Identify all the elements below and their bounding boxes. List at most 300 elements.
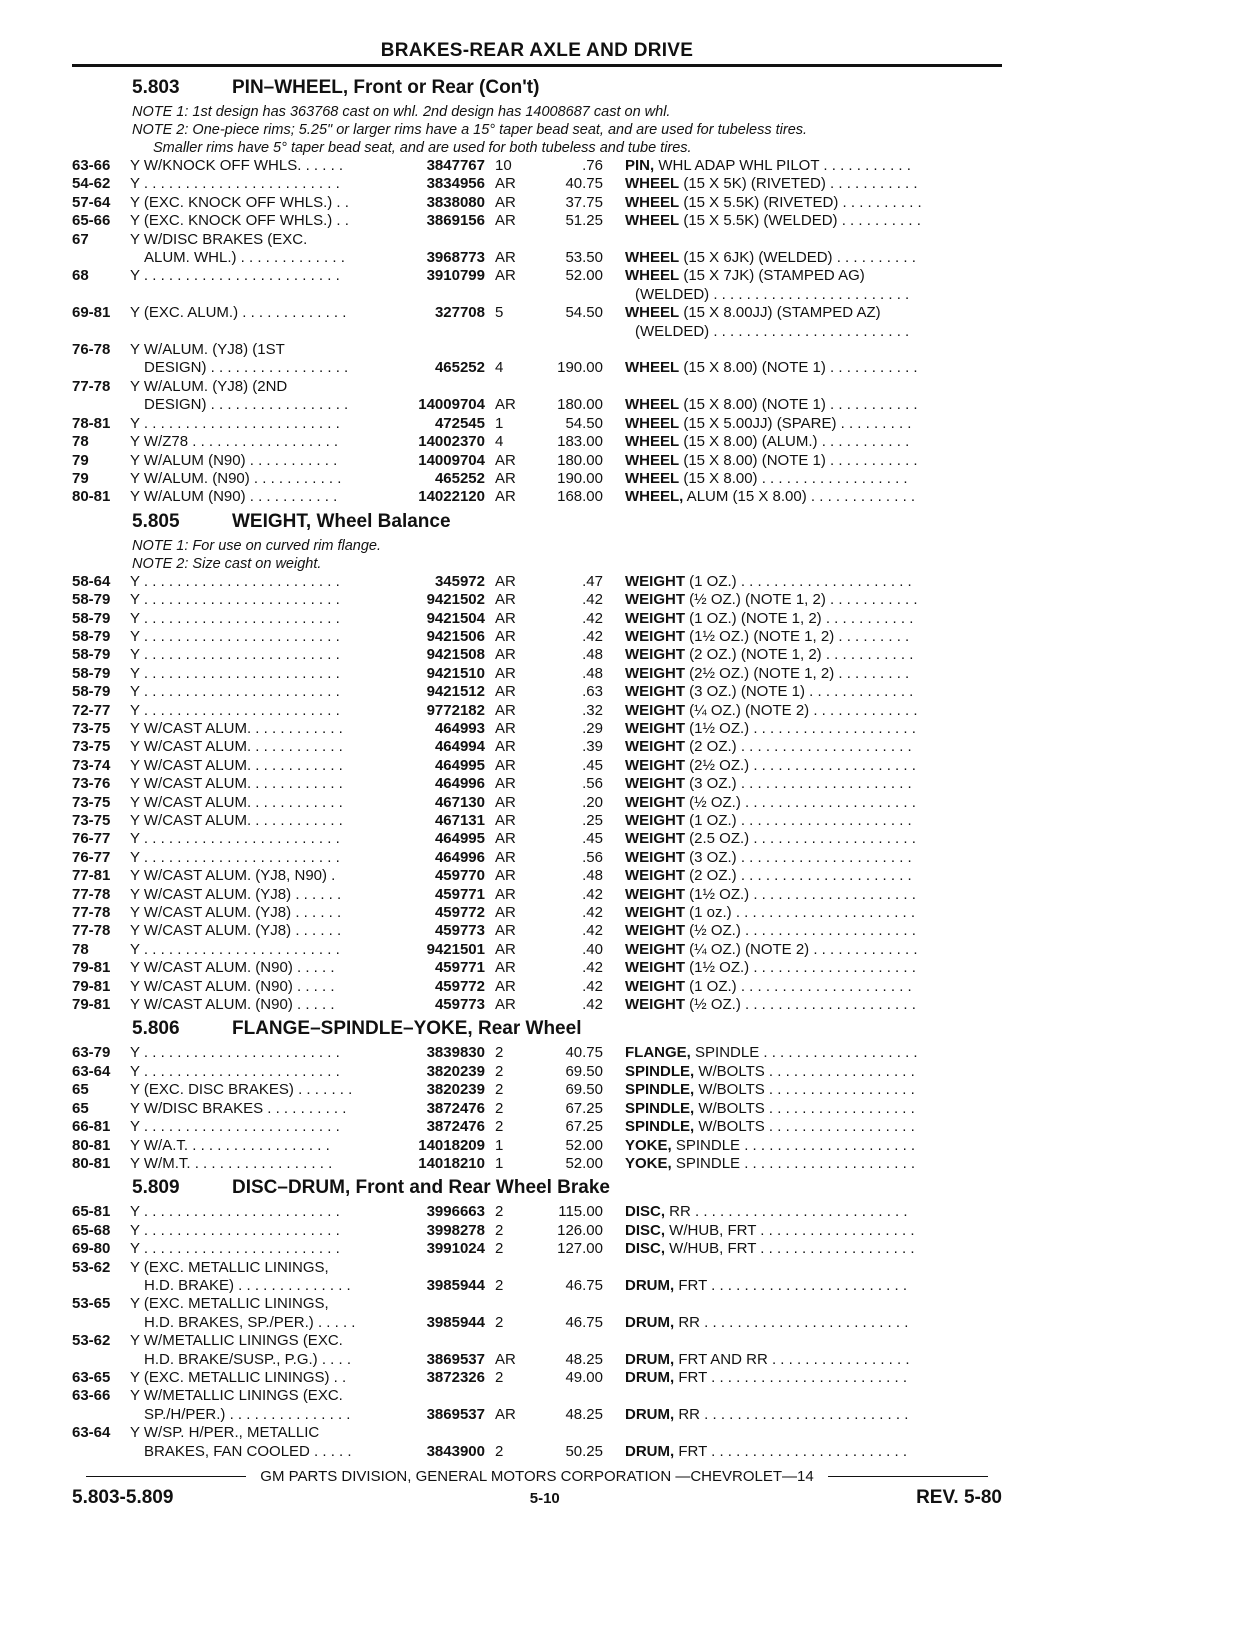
- price-value: .56: [582, 848, 603, 866]
- year-range: 63-79: [72, 1044, 111, 1062]
- section-title: [72, 73, 1002, 103]
- quantity: [485, 646, 535, 664]
- description-line: Y . . . . . . . . . . . . . . . . . . . . . . . .: [130, 683, 340, 701]
- item-line: WEIGHT (2½ OZ.) . . . . . . . . . . . . . . . . . . . .: [625, 756, 916, 774]
- price: [535, 1081, 603, 1099]
- item-line: WEIGHT (½ OZ.) (NOTE 1, 2) . . . . . . . . . . .: [625, 591, 918, 609]
- quantity: [485, 959, 535, 977]
- year-range: 73-75: [72, 719, 111, 737]
- footer-publisher: GM PARTS DIVISION, GENERAL MOTORS CORPORATION —CHEVROLET—14: [260, 1468, 814, 1485]
- part-number-value: 14018210: [418, 1154, 485, 1172]
- application-description: [130, 1387, 395, 1424]
- quantity-value: 2: [495, 1081, 504, 1099]
- quantity: [485, 1100, 535, 1118]
- year-range: 79-81: [72, 959, 111, 977]
- part-number: [395, 1118, 485, 1136]
- year-range: 63-64: [72, 1062, 111, 1080]
- year-range: 53-65: [72, 1295, 111, 1313]
- part-number-value: 3820239: [426, 1081, 485, 1099]
- quantity: [485, 1081, 535, 1099]
- price-value: .42: [582, 996, 603, 1014]
- part-number: [395, 849, 485, 867]
- year-range: 76-77: [72, 848, 111, 866]
- part-number-value: 465252: [434, 469, 485, 487]
- quantity-value: AR: [495, 469, 516, 487]
- year-range: 79: [72, 451, 89, 469]
- application-description: [130, 1044, 395, 1062]
- description-line: Y W/METALLIC LININGS (EXC.: [130, 1332, 343, 1350]
- item-line: [625, 378, 967, 396]
- quantity-value: 10: [495, 157, 512, 174]
- application-description: [130, 702, 395, 720]
- price-value: 40.75: [565, 1044, 603, 1062]
- price-value: .45: [582, 830, 603, 848]
- quantity-value: AR: [495, 756, 516, 774]
- description-line: Y W/ALUM (N90) . . . . . . . . . . .: [130, 451, 338, 469]
- item-line: (WELDED) . . . . . . . . . . . . . . . . . . . . . . . .: [635, 322, 910, 340]
- table-row: [72, 830, 1002, 848]
- item-name: [603, 452, 967, 470]
- price: [535, 1155, 603, 1173]
- part-number: [395, 212, 485, 230]
- description-line: Y W/CAST ALUM. . . . . . . . . . . .: [130, 719, 343, 737]
- table-row: [72, 1222, 1002, 1240]
- description-line: Y . . . . . . . . . . . . . . . . . . . . . . . .: [130, 414, 340, 432]
- year-range: 73-75: [72, 812, 111, 829]
- description-line: Y . . . . . . . . . . . . . . . . . . . . . . . .: [130, 267, 340, 285]
- application-description: [130, 231, 395, 268]
- application-description: [130, 267, 395, 285]
- item-line: WHEEL (15 X 5.5K) (WELDED) . . . . . . . . . .: [625, 212, 921, 230]
- table-row: [72, 573, 1002, 591]
- price-value: 52.00: [565, 267, 603, 285]
- description-line: Y . . . . . . . . . . . . . . . . . . . . . . . .: [130, 1221, 340, 1239]
- quantity-value: 1: [495, 1136, 504, 1154]
- description-line: Y W/CAST ALUM. (YJ8) . . . . . .: [130, 885, 342, 903]
- price-value: 126.00: [557, 1221, 603, 1239]
- year-range: 79: [72, 469, 89, 487]
- item-line: WHEEL (15 X 8.00JJ) (STAMPED AZ): [625, 304, 881, 322]
- part-number-value: 3910799: [426, 267, 485, 285]
- quantity: [485, 1063, 535, 1081]
- item-line: WHEEL (15 X 8.00) (NOTE 1) . . . . . . . . . . .: [625, 396, 918, 414]
- price: [535, 1259, 603, 1296]
- price-value: 180.00: [557, 451, 603, 469]
- item-line: YOKE, SPINDLE . . . . . . . . . . . . . . . . . . . . .: [625, 1154, 916, 1172]
- year-range: 58-64: [72, 572, 111, 590]
- item-name: [603, 1369, 967, 1387]
- part-number-value: 459771: [434, 959, 485, 977]
- description-line: Y . . . . . . . . . . . . . . . . . . . . . . . .: [130, 627, 340, 645]
- table-row: [72, 628, 1002, 646]
- part-number: [395, 157, 485, 175]
- part-number-value: 464993: [434, 719, 485, 737]
- part-number: [395, 628, 485, 646]
- price: [535, 812, 603, 830]
- quantity: [485, 1259, 535, 1296]
- quantity: [485, 849, 535, 867]
- price: [535, 1100, 603, 1118]
- quantity: [485, 867, 535, 885]
- part-number: [395, 978, 485, 996]
- quantity: [485, 1118, 535, 1136]
- application-description: [130, 1063, 395, 1081]
- price-value: .45: [582, 756, 603, 774]
- part-number-value: 3869537: [426, 1405, 485, 1423]
- quantity-value: AR: [495, 996, 516, 1014]
- part-number: [395, 646, 485, 664]
- application-description: [130, 1081, 395, 1099]
- footer-section-range: 5.803-5.809: [72, 1487, 174, 1508]
- description-line: Y . . . . . . . . . . . . . . . . . . . . . . . .: [130, 848, 340, 866]
- application-description: [130, 1424, 395, 1461]
- price: [535, 646, 603, 664]
- item-name: [603, 1332, 967, 1369]
- price-value: .48: [582, 867, 603, 885]
- part-number: [395, 886, 485, 904]
- part-number: [395, 1369, 485, 1387]
- application-description: [130, 1118, 395, 1136]
- part-number: [395, 683, 485, 701]
- quantity-value: 2: [495, 1099, 504, 1117]
- price-value: .48: [582, 664, 603, 682]
- part-number-value: 14018209: [418, 1136, 485, 1154]
- item-name: [603, 849, 967, 867]
- price-value: .42: [582, 609, 603, 627]
- item-name: [603, 738, 967, 756]
- item-line: WEIGHT (½ OZ.) . . . . . . . . . . . . . . . . . . . . .: [625, 922, 916, 940]
- part-number-value: 464995: [434, 830, 485, 848]
- price: [535, 267, 603, 285]
- description-line: Y W/METALLIC LININGS (EXC.: [130, 1387, 343, 1405]
- table-row: [72, 610, 1002, 628]
- price: [535, 1044, 603, 1062]
- part-number: [395, 415, 485, 433]
- part-number-value: 3838080: [426, 193, 485, 211]
- price-value: 190.00: [557, 359, 603, 377]
- year-range: 67: [72, 230, 89, 248]
- quantity: [485, 194, 535, 212]
- item-line: DISC, W/HUB, FRT . . . . . . . . . . . . . . . . . . .: [625, 1221, 915, 1239]
- sections-container: [72, 73, 1002, 1461]
- part-number-value: 465252: [434, 359, 485, 377]
- part-number-value: 9421506: [426, 627, 485, 645]
- description-line: Y . . . . . . . . . . . . . . . . . . . . . . . .: [130, 1118, 340, 1136]
- quantity-value: AR: [495, 738, 516, 756]
- application-description: [130, 757, 395, 775]
- item-name: [603, 1240, 967, 1258]
- quantity: [485, 610, 535, 628]
- section-note: Smaller rims have 5° taper bead seat, and are used for both tubeless and tube tires.: [153, 140, 692, 156]
- description-line: BRAKES, FAN COOLED . . . . .: [144, 1442, 352, 1460]
- section-heading: WEIGHT, Wheel Balance: [232, 510, 451, 532]
- price-value: .63: [582, 683, 603, 701]
- item-line: WHEEL (15 X 8.00) (NOTE 1) . . . . . . . . . . .: [625, 359, 918, 377]
- part-number: [395, 757, 485, 775]
- price: [535, 683, 603, 701]
- section-heading: FLANGE–SPINDLE–YOKE, Rear Wheel: [232, 1018, 582, 1040]
- table-row: [72, 1155, 1002, 1173]
- description-line: Y W/CAST ALUM. . . . . . . . . . . .: [130, 738, 343, 756]
- quantity-value: AR: [495, 249, 516, 267]
- part-number-value: 3820239: [426, 1062, 485, 1080]
- part-number: [395, 702, 485, 720]
- table-row: [72, 470, 1002, 488]
- item-line: DRUM, FRT . . . . . . . . . . . . . . . . . . . . . . . .: [625, 1276, 907, 1294]
- part-number-value: 3985944: [426, 1313, 485, 1331]
- table-row: [72, 996, 1002, 1014]
- part-number-value: 3872476: [426, 1099, 485, 1117]
- item-name: [603, 1044, 967, 1062]
- item-name: [603, 665, 967, 683]
- year-range: 80-81: [72, 488, 111, 506]
- description-line: Y W/CAST ALUM. (N90) . . . . .: [130, 996, 335, 1014]
- item-name: [603, 610, 967, 628]
- quantity: [485, 1295, 535, 1332]
- year-range: 78-81: [72, 414, 111, 432]
- item-line: WHEEL (15 X 5.5K) (RIVETED) . . . . . . . . . .: [625, 193, 922, 211]
- application-description: [130, 867, 395, 885]
- table-row: [72, 433, 1002, 451]
- price: [535, 628, 603, 646]
- description-line: Y . . . . . . . . . . . . . . . . . . . . . . . .: [130, 664, 340, 682]
- quantity: [485, 304, 535, 322]
- price-value: 67.25: [565, 1118, 603, 1136]
- part-number-value: 3996663: [426, 1203, 485, 1221]
- quantity: [485, 922, 535, 940]
- item-line: WEIGHT (1 OZ.) . . . . . . . . . . . . . . . . . . . . .: [625, 977, 912, 995]
- year-range: 57-64: [72, 193, 111, 211]
- table-row: [72, 1369, 1002, 1387]
- item-line: WEIGHT (3 OZ.) . . . . . . . . . . . . . . . . . . . . .: [625, 775, 912, 793]
- description-line: Y W/CAST ALUM. (YJ8, N90) .: [130, 867, 336, 885]
- quantity: [485, 628, 535, 646]
- application-description: [130, 720, 395, 738]
- item-line: FLANGE, SPINDLE . . . . . . . . . . . . . . . . . . .: [625, 1044, 918, 1062]
- price-value: 180.00: [557, 396, 603, 414]
- application-description: [130, 452, 395, 470]
- price: [535, 341, 603, 378]
- quantity-value: 1: [495, 1154, 504, 1172]
- item-line: [625, 1295, 967, 1313]
- part-number: [395, 488, 485, 506]
- quantity: [485, 573, 535, 591]
- quantity: [485, 738, 535, 756]
- part-number-value: 464996: [434, 775, 485, 793]
- item-name: [603, 194, 967, 212]
- quantity: [485, 157, 535, 175]
- price-value: .56: [582, 775, 603, 793]
- quantity: [485, 1137, 535, 1155]
- item-name: [603, 1063, 967, 1081]
- part-number: [395, 959, 485, 977]
- price-value: 49.00: [565, 1368, 603, 1386]
- price-value: .39: [582, 738, 603, 756]
- part-number-value: 459773: [434, 996, 485, 1014]
- application-description: [130, 849, 395, 867]
- description-line: DESIGN) . . . . . . . . . . . . . . . . .: [144, 359, 349, 377]
- price: [535, 452, 603, 470]
- item-name: [603, 591, 967, 609]
- item-line: WEIGHT (2.5 OZ.) . . . . . . . . . . . . . . . . . . . .: [625, 830, 916, 848]
- quantity: [485, 1044, 535, 1062]
- quantity-value: AR: [495, 812, 516, 829]
- section-5-806: [72, 1014, 1002, 1173]
- section-heading: DISC–DRUM, Front and Rear Wheel Brake: [232, 1177, 610, 1199]
- price: [535, 194, 603, 212]
- application-description: [130, 488, 395, 506]
- item-line: WHEEL (15 X 8.00) (ALUM.) . . . . . . . . . . .: [625, 433, 910, 451]
- quantity-value: AR: [495, 830, 516, 848]
- part-number: [395, 830, 485, 848]
- price: [535, 470, 603, 488]
- year-range: 65-66: [72, 212, 111, 230]
- price: [535, 415, 603, 433]
- part-number: [395, 378, 485, 415]
- part-number-value: 3985944: [426, 1276, 485, 1294]
- price: [535, 1063, 603, 1081]
- quantity-value: AR: [495, 904, 516, 922]
- table-row: [72, 812, 1002, 830]
- section-5-803: [72, 73, 1002, 507]
- application-description: [130, 794, 395, 812]
- item-line: YOKE, SPINDLE . . . . . . . . . . . . . . . . . . . . .: [625, 1136, 916, 1154]
- item-line: WEIGHT (½ OZ.) . . . . . . . . . . . . . . . . . . . . .: [625, 793, 916, 811]
- description-line: Y W/CAST ALUM. (N90) . . . . .: [130, 959, 335, 977]
- quantity: [485, 1332, 535, 1369]
- quantity-value: AR: [495, 683, 516, 701]
- price-value: 54.50: [565, 414, 603, 432]
- description-line: H.D. BRAKES, SP./PER.) . . . . .: [144, 1313, 356, 1331]
- description-line: Y . . . . . . . . . . . . . . . . . . . . . . . .: [130, 572, 340, 590]
- description-line: Y . . . . . . . . . . . . . . . . . . . . . . . .: [130, 646, 340, 664]
- year-range: 73-75: [72, 793, 111, 811]
- application-description: [130, 157, 395, 175]
- item-line: WEIGHT (3 OZ.) (NOTE 1) . . . . . . . . . . . . .: [625, 683, 914, 701]
- table-row: [72, 702, 1002, 720]
- table-row: [72, 488, 1002, 506]
- description-line: Y W/CAST ALUM. (YJ8) . . . . . .: [130, 922, 342, 940]
- quantity-value: 2: [495, 1118, 504, 1136]
- quantity-value: 2: [495, 1203, 504, 1221]
- application-description: [130, 433, 395, 451]
- section-title: [72, 507, 1002, 537]
- quantity-value: AR: [495, 175, 516, 193]
- price-value: .42: [582, 922, 603, 940]
- part-number: [395, 665, 485, 683]
- item-line: WHEEL (15 X 5.00JJ) (SPARE) . . . . . . . . .: [625, 414, 912, 432]
- item-line: WHEEL (15 X 7JK) (STAMPED AG): [625, 267, 865, 285]
- part-number-value: 459773: [434, 922, 485, 940]
- page-footer: [72, 1468, 1002, 1509]
- part-number-value: 9421504: [426, 609, 485, 627]
- item-line: WEIGHT (2 OZ.) . . . . . . . . . . . . . . . . . . . . .: [625, 867, 912, 885]
- item-name: [603, 212, 967, 230]
- table-row: [72, 194, 1002, 212]
- item-name: [603, 1222, 967, 1240]
- description-line: Y (EXC. METALLIC LININGS,: [130, 1258, 329, 1276]
- item-name: [603, 267, 967, 304]
- price: [535, 720, 603, 738]
- year-range: 77-78: [72, 904, 111, 922]
- quantity-value: 1: [495, 414, 504, 432]
- price: [535, 830, 603, 848]
- year-range: 77-78: [72, 377, 111, 395]
- footer-rule-left: [86, 1476, 246, 1477]
- price-value: 50.25: [565, 1442, 603, 1460]
- part-number: [395, 304, 485, 322]
- price: [535, 996, 603, 1014]
- description-line: Y W/M.T. . . . . . . . . . . . . . . . . .: [130, 1154, 333, 1172]
- part-number: [395, 591, 485, 609]
- item-name: [603, 775, 967, 793]
- application-description: [130, 415, 395, 433]
- quantity: [485, 775, 535, 793]
- description-line: Y . . . . . . . . . . . . . . . . . . . . . . . .: [130, 1240, 340, 1258]
- item-name: [603, 573, 967, 591]
- item-line: [625, 1424, 967, 1442]
- application-description: [130, 738, 395, 756]
- footer-publisher-line: [72, 1468, 1002, 1485]
- quantity-value: AR: [495, 627, 516, 645]
- parts-table: [72, 157, 1002, 507]
- year-range: 76-77: [72, 830, 111, 848]
- application-description: [130, 775, 395, 793]
- item-name: [603, 470, 967, 488]
- description-line: Y (EXC. METALLIC LININGS,: [130, 1295, 329, 1313]
- price-value: .76: [582, 157, 603, 174]
- part-number: [395, 794, 485, 812]
- table-row: [72, 1081, 1002, 1099]
- part-number: [395, 1137, 485, 1155]
- quantity: [485, 175, 535, 193]
- item-line: WEIGHT (1½ OZ.) . . . . . . . . . . . . . . . . . . . .: [625, 959, 916, 977]
- description-line: H.D. BRAKE/SUSP., P.G.) . . . .: [144, 1350, 352, 1368]
- item-name: [603, 702, 967, 720]
- application-description: [130, 573, 395, 591]
- quantity-value: AR: [495, 885, 516, 903]
- item-name: [603, 646, 967, 664]
- application-description: [130, 175, 395, 193]
- table-row: [72, 341, 1002, 378]
- price-value: .20: [582, 793, 603, 811]
- item-line: DRUM, FRT . . . . . . . . . . . . . . . . . . . . . . . .: [625, 1368, 907, 1386]
- price: [535, 1387, 603, 1424]
- table-row: [72, 1387, 1002, 1424]
- description-line: Y W/A.T. . . . . . . . . . . . . . . . . .: [130, 1136, 330, 1154]
- part-number: [395, 1203, 485, 1221]
- item-name: [603, 757, 967, 775]
- quantity-value: AR: [495, 451, 516, 469]
- year-range: 68: [72, 267, 89, 285]
- application-description: [130, 996, 395, 1014]
- price-value: 46.75: [565, 1313, 603, 1331]
- quantity-value: AR: [495, 591, 516, 609]
- price: [535, 1240, 603, 1258]
- item-name: [603, 1155, 967, 1173]
- item-line: SPINDLE, W/BOLTS . . . . . . . . . . . . . . . . . .: [625, 1118, 915, 1136]
- quantity: [485, 978, 535, 996]
- part-number: [395, 1387, 485, 1424]
- application-description: [130, 470, 395, 488]
- year-range: 77-81: [72, 867, 111, 885]
- catalog-page: [72, 40, 1002, 1461]
- part-number-value: 14009704: [418, 451, 485, 469]
- application-description: [130, 904, 395, 922]
- year-range: 78: [72, 433, 89, 451]
- part-number: [395, 1155, 485, 1173]
- quantity: [485, 470, 535, 488]
